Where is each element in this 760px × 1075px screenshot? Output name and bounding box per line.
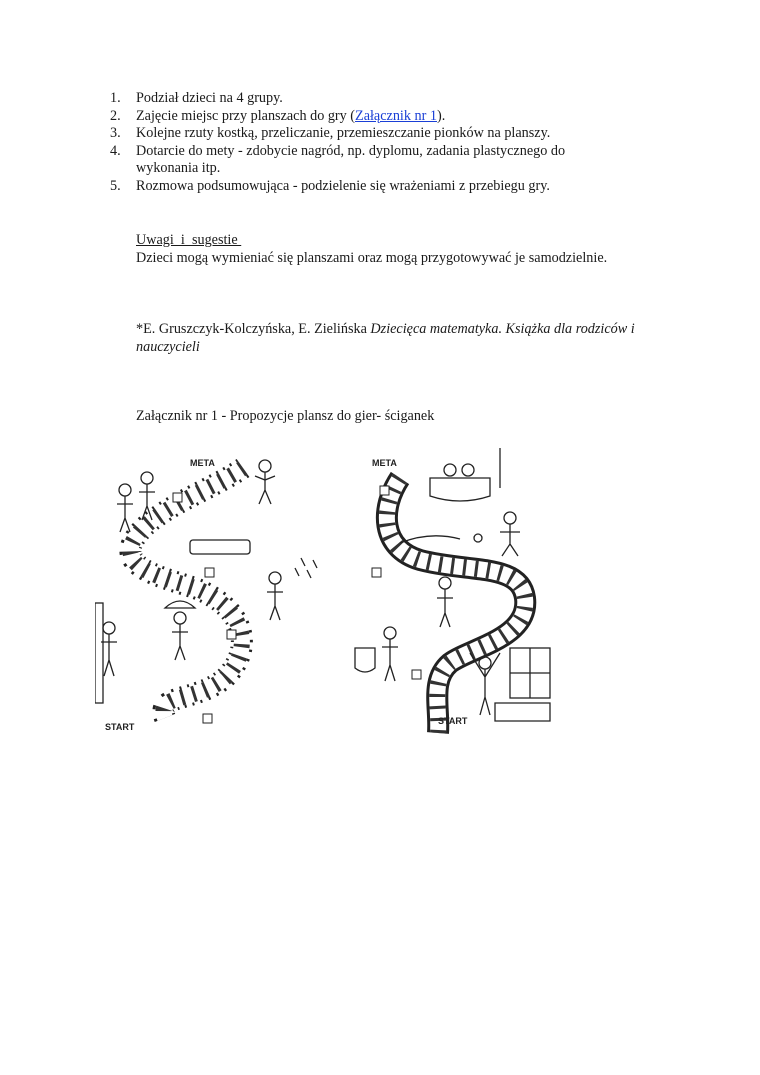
steps-list <box>110 90 616 195</box>
step-text: Zajęcie miejsc przy planszach do gry ( <box>136 107 356 124</box>
dice-icon <box>205 568 214 577</box>
step-number: 1. <box>110 90 121 106</box>
dice-icon <box>412 670 421 679</box>
citation-book-title: Dziecięca matematyka. Książka dla rodziców i nauczycieli <box>136 321 635 355</box>
step-item <box>110 177 616 196</box>
step-number: 2. <box>110 107 121 124</box>
step-number: 5. <box>110 177 121 194</box>
start-label: START <box>105 722 135 732</box>
board-right-illustration <box>350 448 560 740</box>
start-label: START <box>438 716 468 726</box>
notes-title: Uwagi i sugestie <box>136 232 242 248</box>
finish-label: META <box>372 458 397 468</box>
step-text: Dotarcie do mety - zdobycie nagród, np. dyplomu, zadania plastycznego do wykonania itp. <box>136 142 566 176</box>
dice-icon <box>173 493 182 502</box>
attachment-title: Załącznik nr 1 - Propozycje plansz do gier- ściganek <box>136 408 435 424</box>
step-item <box>110 142 616 178</box>
step-item <box>110 125 616 143</box>
dice-icon <box>203 714 212 723</box>
step-text: ). <box>436 107 446 124</box>
step-item <box>110 107 616 126</box>
dice-icon <box>380 486 389 495</box>
dice-icon <box>372 568 381 577</box>
step-number: 3. <box>110 125 121 141</box>
finish-label: META <box>190 458 215 468</box>
notes-text: Dzieci mogą wymieniać się planszami oraz mogą przygotowywać je samodzielnie. <box>136 250 608 266</box>
dice-icon <box>227 630 236 639</box>
step-text: Podział dzieci na 4 grupy. <box>136 90 283 106</box>
step-text: Kolejne rzuty kostką, przeliczanie, przemieszczanie pionków na planszy. <box>136 125 551 141</box>
citation-authors: *E. Gruszczyk-Kolczyńska, E. Zielińska <box>136 321 371 337</box>
attachment-link[interactable]: Załącznik nr 1 <box>355 107 437 124</box>
step-item <box>110 90 616 108</box>
step-text: Rozmowa podsumowująca - podzielenie się wrażeniami z przebiegu gry. <box>136 177 550 194</box>
citation <box>136 320 636 356</box>
board-left-illustration <box>95 448 325 738</box>
step-number: 4. <box>110 142 121 159</box>
